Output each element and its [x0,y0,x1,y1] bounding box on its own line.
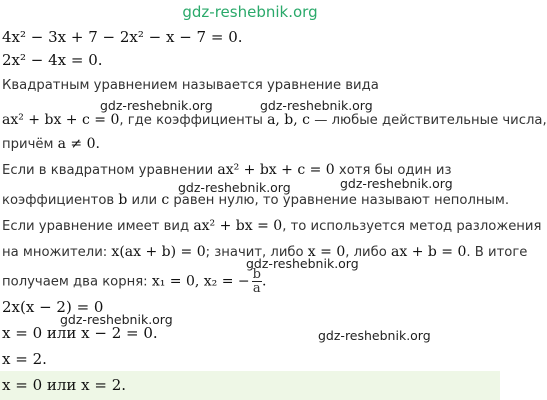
solution-line-1: 2x(x − 2) = 0 [2,298,104,316]
text-fragment: — любые действительные числа, [310,113,547,128]
factored-formula: x(ax + b) = 0 [111,244,206,260]
watermark: gdz-reshebnik.org [260,98,373,113]
linear-factor: ax + b = 0 [391,244,467,260]
text-fragment: , то используется метод разложения [282,219,542,234]
text-fragment: , либо [345,245,392,260]
text-fragment: . В итоге [466,245,528,260]
text-fragment: Если уравнение имеет вид [2,219,194,234]
text-fragment: получаем два корня: [2,274,152,290]
definition-formula-line [2,112,547,128]
formula-general: ax² + bx + c = 0 [217,162,335,178]
root-zero: x = 0 [307,244,346,260]
text-fragment: на множители: [2,245,112,260]
roots-line [2,268,266,295]
text-fragment: или [127,193,162,208]
text-fragment: , где коэффициенты [119,113,268,128]
fraction-numerator: b [252,267,261,282]
text-fragment: хотя бы один из [334,163,452,178]
solution-line-3: x = 2. [2,350,47,368]
formula-general: ax² + bx + c = 0 [2,112,120,128]
watermark: gdz-reshebnik.org [246,256,359,271]
watermark: gdz-reshebnik.org [318,328,431,343]
definition-line: Квадратным уравнением называется уравнение вида [2,78,379,93]
equation-line-2: 2x² − 4x = 0. [2,51,103,69]
formula-incomplete: ax² + bx = 0 [193,218,283,234]
text-fragment: ; значит, либо [205,245,308,260]
watermark: gdz-reshebnik.org [178,180,291,195]
text-fragment: причём [2,137,58,152]
equation-line-1: 4x² − 3x + 7 − 2x² − x − 7 = 0. [2,28,243,46]
fraction-denominator: a [252,281,261,296]
condition-line [2,136,100,152]
watermark: gdz-reshebnik.org [100,98,213,113]
text-fragment: Если в квадратном уравнении [2,163,218,178]
condition-formula: a ≠ 0. [57,136,100,152]
factoring-line-1 [2,218,541,234]
period: . [261,273,267,290]
coefficients: a, b, c [267,112,311,128]
watermark: gdz-reshebnik.org [340,176,453,191]
coef-b: b [118,192,128,208]
text-fragment: коэффициентов [2,193,119,208]
site-header: gdz-reshebnik.org [182,3,318,21]
fraction [252,268,262,295]
answer-line: x = 0 или x = 2. [2,376,127,394]
coef-c: c [161,192,170,208]
roots-formula: x₁ = 0, x₂ = − [151,273,250,290]
text-fragment: равен нулю, то уравнение называют неполным. [169,193,510,208]
watermark: gdz-reshebnik.org [60,312,173,327]
solution-line-2: x = 0 или x − 2 = 0. [2,324,158,342]
